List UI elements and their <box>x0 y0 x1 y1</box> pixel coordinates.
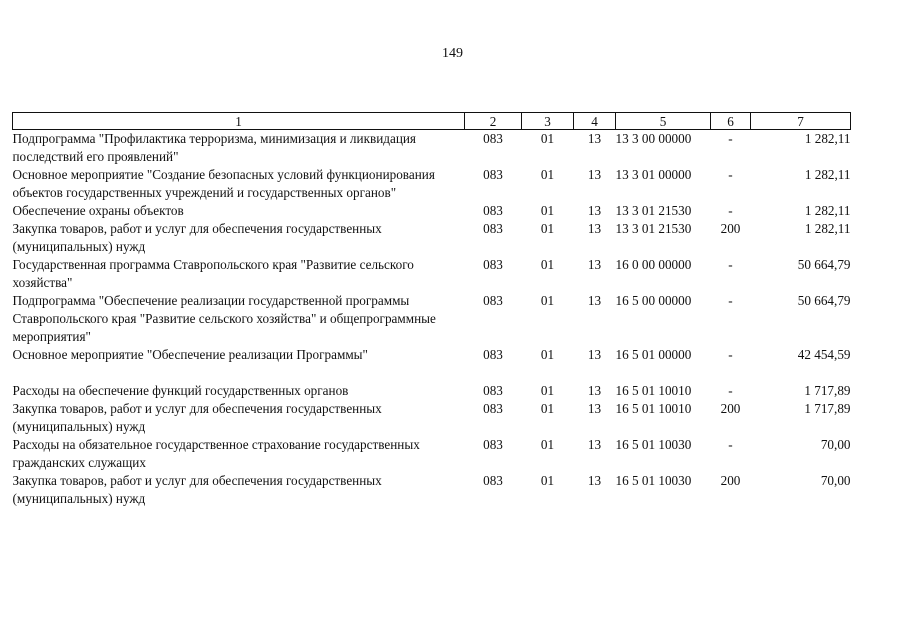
page-number: 149 <box>442 46 463 61</box>
row-expense-type: - <box>728 293 733 308</box>
row-target-article: 16 5 01 10010 <box>615 383 692 398</box>
row-admin-code: 083 <box>483 131 503 146</box>
row-expense-type: - <box>728 131 733 146</box>
column-header-7: 7 <box>751 113 851 130</box>
row-section: 01 <box>540 203 555 218</box>
column-header-6: 6 <box>711 113 751 130</box>
column-header-2: 2 <box>465 113 522 130</box>
table-row <box>13 130 851 167</box>
row-admin-code: 083 <box>483 221 503 236</box>
row-name: Расходы на обязательное государственное страхование государственных гражданских служащих <box>12 437 420 470</box>
row-amount: 1 282,11 <box>804 203 851 218</box>
table-row <box>13 256 851 292</box>
table-row <box>13 220 851 256</box>
table-row <box>13 202 851 220</box>
row-amount: 70,00 <box>820 437 851 452</box>
column-header-4: 4 <box>574 113 616 130</box>
row-admin-code: 083 <box>483 401 503 416</box>
budget-table <box>12 112 851 508</box>
row-target-article: 16 0 00 00000 <box>615 257 692 272</box>
row-target-article: 16 5 01 00000 <box>615 347 692 362</box>
table-row <box>13 166 851 202</box>
column-header-3: 3 <box>522 113 574 130</box>
row-target-article: 13 3 01 21530 <box>615 221 692 236</box>
row-admin-code: 083 <box>483 257 503 272</box>
row-expense-type: - <box>728 383 733 398</box>
row-admin-code: 083 <box>483 167 503 182</box>
row-target-article: 13 3 01 21530 <box>615 203 692 218</box>
row-amount: 1 717,89 <box>804 401 851 416</box>
row-expense-type: - <box>728 167 733 182</box>
row-expense-type: - <box>728 437 733 452</box>
row-expense-type: 200 <box>720 221 741 236</box>
row-admin-code: 083 <box>483 293 503 308</box>
row-section: 01 <box>540 437 555 452</box>
row-amount: 50 664,79 <box>797 257 851 272</box>
table-row <box>13 382 851 400</box>
row-admin-code: 083 <box>483 203 503 218</box>
row-name: Основное мероприятие "Создание безопасных условий функционирования объектов государственных учреждений и государственных органов" <box>12 167 435 200</box>
row-subsection: 13 <box>587 257 602 272</box>
row-section: 01 <box>540 293 555 308</box>
row-expense-type: - <box>728 257 733 272</box>
row-amount: 1 717,89 <box>804 383 851 398</box>
row-target-article: 13 3 00 00000 <box>615 131 692 146</box>
row-name: Закупка товаров, работ и услуг для обеспечения государственных (муниципальных) нужд <box>12 221 382 254</box>
row-section: 01 <box>540 221 555 236</box>
table-row <box>13 400 851 436</box>
row-section: 01 <box>540 401 555 416</box>
row-name: Закупка товаров, работ и услуг для обеспечения государственных (муниципальных) нужд <box>12 473 382 506</box>
row-section: 01 <box>540 131 555 146</box>
row-subsection: 13 <box>587 293 602 308</box>
row-subsection: 13 <box>587 347 602 362</box>
row-admin-code: 083 <box>483 473 503 488</box>
row-amount: 70,00 <box>820 473 851 488</box>
row-name: Расходы на обеспечение функций государственных органов <box>12 383 349 398</box>
table-header-row <box>13 113 851 130</box>
table-row <box>13 346 851 382</box>
row-subsection: 13 <box>587 401 602 416</box>
row-expense-type: - <box>728 203 733 218</box>
table-row <box>13 472 851 508</box>
row-amount: 50 664,79 <box>797 293 851 308</box>
row-subsection: 13 <box>587 203 602 218</box>
row-target-article: 16 5 01 10030 <box>615 473 692 488</box>
row-admin-code: 083 <box>483 437 503 452</box>
column-header-1: 1 <box>13 113 465 130</box>
row-name: Подпрограмма "Профилактика терроризма, минимизация и ликвидация последствий его проявлений" <box>12 131 416 164</box>
row-target-article: 16 5 01 10030 <box>615 437 692 452</box>
row-section: 01 <box>540 257 555 272</box>
row-name: Закупка товаров, работ и услуг для обеспечения государственных (муниципальных) нужд <box>12 401 382 434</box>
row-admin-code: 083 <box>483 347 503 362</box>
row-section: 01 <box>540 167 555 182</box>
row-amount: 1 282,11 <box>804 221 851 236</box>
row-subsection: 13 <box>587 383 602 398</box>
row-subsection: 13 <box>587 131 602 146</box>
row-subsection: 13 <box>587 437 602 452</box>
row-section: 01 <box>540 473 555 488</box>
row-expense-type: 200 <box>720 473 741 488</box>
row-section: 01 <box>540 347 555 362</box>
column-header-5: 5 <box>616 113 711 130</box>
row-name: Государственная программа Ставропольского края "Развитие сельского хозяйства" <box>12 257 414 290</box>
row-name: Подпрограмма "Обеспечение реализации государственной программы Ставропольского края "Развитие сельского хозяйства" и общепрограммные мероприятия" <box>12 293 436 344</box>
row-admin-code: 083 <box>483 383 503 398</box>
row-amount: 1 282,11 <box>804 131 851 146</box>
row-section: 01 <box>540 383 555 398</box>
row-subsection: 13 <box>587 473 602 488</box>
table-row <box>13 436 851 472</box>
row-amount: 1 282,11 <box>804 167 851 182</box>
row-target-article: 16 5 00 00000 <box>615 293 692 308</box>
table-row <box>13 292 851 346</box>
row-subsection: 13 <box>587 221 602 236</box>
row-target-article: 16 5 01 10010 <box>615 401 692 416</box>
row-expense-type: 200 <box>720 401 741 416</box>
row-name: Основное мероприятие "Обеспечение реализации Программы" <box>12 347 368 362</box>
row-name: Обеспечение охраны объектов <box>12 203 184 218</box>
row-target-article: 13 3 01 00000 <box>615 167 692 182</box>
row-subsection: 13 <box>587 167 602 182</box>
row-amount: 42 454,59 <box>797 347 851 362</box>
row-expense-type: - <box>728 347 733 362</box>
